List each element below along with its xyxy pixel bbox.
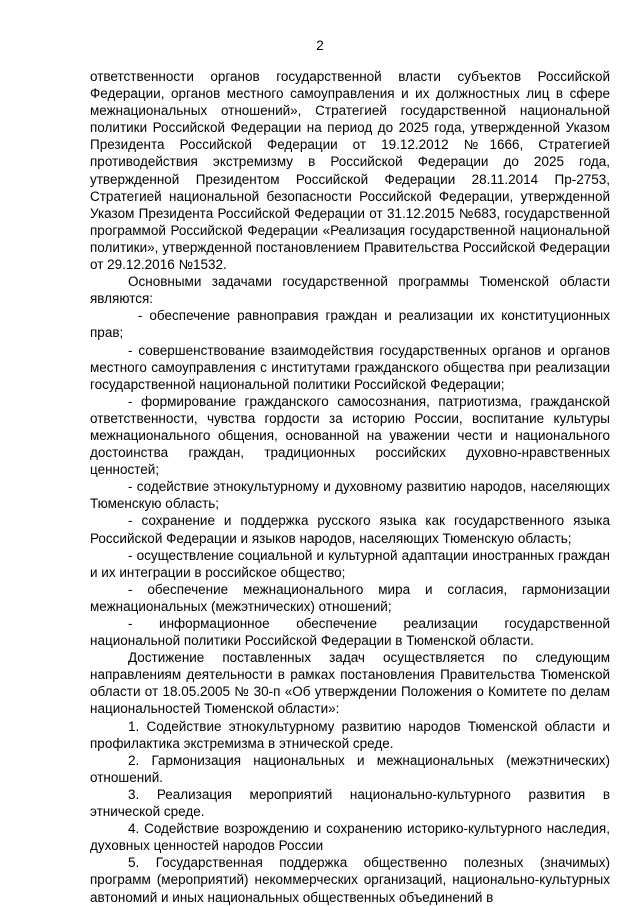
list-item-task: - обеспечение равноправия граждан и реализации их конституционных прав;	[90, 308, 610, 341]
page-number: 2	[316, 38, 324, 53]
list-item-task: - обеспечение межнационального мира и согласия, гармонизации межнациональных (межэтнических) отношений;	[90, 581, 610, 614]
list-item-direction: 5. Государственная поддержка общественно полезных (значимых) программ (мероприятий) некоммерческих организаций, национально-культурных автономий и иных национальных общественных объединений в	[90, 855, 610, 905]
list-item-task: - формирование гражданского самосознания, патриотизма, гражданской ответственности, чувства гордости за историю России, воспитание культуры межнационального общения, основанной на уважении чести и национального достоинства граждан, традиционных российских духовно-нравственных ценностей;	[90, 393, 610, 478]
paragraph-continuation: ответственности органов государственной власти субъектов Российской Федерации, органов местного самоуправления и их должностных лиц в сфере межнациональных отношений», Стратегией государственной национальной политики Российской Федерации на период до 2025 года, утвержденной Указом Президента Российской Федерации от 19.12.2012 №1666, Стратегией противодействия экстремизму в Российской Федерации до 2025 года, утвержденной Президентом Российской Федерации 28.11.2014 Пр-2753, Стратегией национальной безопасности Российской Федерации, утвержденной Указом Президента Российской Федерации от 31.12.2015 №683, государственной программой Российской Федерации «Реализация государственной национальной политики», утвержденной постановлением Правительства Российской Федерации от 29.12.2016 №1532.	[90, 69, 610, 273]
paragraph-tasks-intro: Основными задачами государственной программы Тюменской области являются:	[90, 274, 610, 307]
list-item-task: - совершенствование взаимодействия государственных органов и органов местного самоуправления с институтами гражданского общества при реализации государственной национальной политики Российской Федерации;	[90, 342, 610, 392]
list-item-direction: 2. Гармонизация национальных и межнациональных (межэтнических) отношений.	[90, 752, 610, 785]
list-item-task: - осуществление социальной и культурной адаптации иностранных граждан и их интеграции в российское общество;	[90, 547, 610, 580]
list-item-task: - сохранение и поддержка русского языка как государственного языка Российской Федерации и языков народов, населяющих Тюменскую область;	[90, 513, 610, 546]
list-item-direction: 1. Содействие этнокультурному развитию народов Тюменской области и профилактика экстремизма в этнической среде.	[90, 718, 610, 751]
list-item-direction: 4. Содействие возрождению и сохранению историко-культурного наследия, духовных ценностей народов России	[90, 821, 610, 854]
list-item-task: - информационное обеспечение реализации государственной национальной политики Российской Федерации в Тюменской области.	[90, 616, 610, 649]
body-text	[90, 68, 610, 906]
paragraph-directions-intro: Достижение поставленных задач осуществляется по следующим направлениям деятельности в рамках постановления Правительства Тюменской области от 18.05.2005 № 30-п «Об утверждении Положения о Комитете по делам национальностей Тюменской области»:	[90, 650, 610, 717]
list-item-task: - содействие этнокультурному и духовному развитию народов, населяющих Тюменскую область;	[90, 479, 610, 512]
list-item-direction: 3. Реализация мероприятий национально-культурного развития в этнической среде.	[90, 786, 610, 820]
